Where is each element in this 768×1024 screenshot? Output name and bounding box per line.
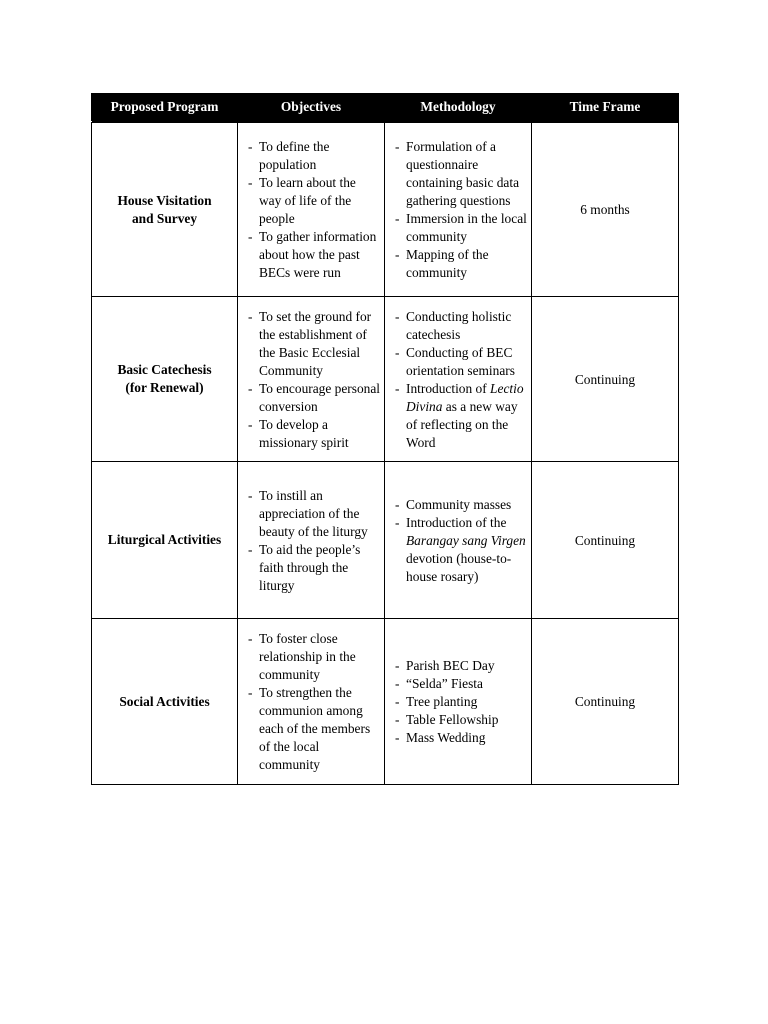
objectives-list: [242, 138, 380, 282]
methodology-text: Introduction of: [406, 380, 491, 396]
table-row: [92, 619, 679, 785]
objectives-list: [242, 487, 380, 595]
table-header: [92, 94, 679, 122]
methodology-text: devotion (house-to-house rosary): [406, 550, 512, 584]
methodology-italic-text: Barangay sang Virgen: [406, 532, 526, 548]
objective-item: - To instill an appreciation of the beauty of the liturgy: [248, 487, 380, 541]
time-frame-cell: Continuing: [532, 462, 679, 619]
objective-item: - To encourage personal conversion: [248, 380, 380, 416]
program-name-line: Basic Catechesis: [117, 362, 212, 377]
methodology-item: - Parish BEC Day: [395, 657, 527, 675]
methodology-cell: [385, 122, 532, 297]
methodology-item: - Conducting holistic catechesis: [395, 308, 527, 344]
methodology-cell: [385, 619, 532, 785]
table-row: [92, 462, 679, 619]
methodology-item: - Mass Wedding: [395, 729, 527, 747]
methodology-item: [395, 380, 527, 452]
methodology-list: [389, 138, 527, 282]
time-frame-cell: Continuing: [532, 297, 679, 462]
table-body: [92, 122, 679, 785]
objectives-cell: [238, 122, 385, 297]
header-row: [92, 94, 679, 122]
objective-item: - To set the ground for the establishment of the Basic Ecclesial Community: [248, 308, 380, 380]
objective-item: - To gather information about how the past BECs were run: [248, 228, 380, 282]
methodology-text: as a new way of reflecting on the Word: [406, 398, 518, 450]
objective-item: - To learn about the way of life of the people: [248, 174, 380, 228]
methodology-text: Introduction of the: [406, 514, 507, 530]
methodology-cell: [385, 297, 532, 462]
program-name-line: Liturgical Activities: [107, 532, 222, 547]
objectives-cell: [238, 462, 385, 619]
methodology-italic-text: Lectio Divina: [406, 380, 524, 414]
program-table: [91, 93, 679, 785]
objective-item: - To foster close relationship in the community: [248, 630, 380, 684]
program-name-line: (for Renewal): [125, 380, 204, 395]
methodology-item: - Conducting of BEC orientation seminars: [395, 344, 527, 380]
methodology-cell: [385, 462, 532, 619]
methodology-item: - Community masses: [395, 496, 527, 514]
program-cell: [92, 462, 238, 619]
objectives-list: [242, 630, 380, 774]
methodology-item: - Immersion in the local community: [395, 210, 527, 246]
methodology-item: - Mapping of the community: [395, 246, 527, 282]
program-cell: [92, 122, 238, 297]
objectives-cell: [238, 297, 385, 462]
methodology-item: - Table Fellowship: [395, 711, 527, 729]
methodology-list: [389, 308, 527, 452]
objectives-cell: [238, 619, 385, 785]
time-frame-cell: 6 months: [532, 122, 679, 297]
methodology-item: - Formulation of a questionnaire containing basic data gathering questions: [395, 138, 527, 210]
program-cell: [92, 619, 238, 785]
header-time-frame: Time Frame: [532, 94, 679, 122]
methodology-list: [389, 496, 527, 586]
objective-item: - To develop a missionary spirit: [248, 416, 380, 452]
methodology-item: [395, 514, 527, 586]
header-proposed-program: Proposed Program: [92, 94, 238, 122]
table-row: [92, 122, 679, 297]
program-name-line: House Visitation: [117, 192, 212, 208]
methodology-item: - Tree planting: [395, 693, 527, 711]
program-name-line: and Survey: [131, 210, 198, 226]
time-frame-cell: Continuing: [532, 619, 679, 785]
program-cell: [92, 297, 238, 462]
methodology-list: [389, 657, 527, 747]
objective-item: - To strengthen the communion among each of the members of the local community: [248, 684, 380, 774]
objectives-list: [242, 308, 380, 452]
header-objectives: Objectives: [238, 94, 385, 122]
methodology-item: - “Selda” Fiesta: [395, 675, 527, 693]
objective-item: - To define the population: [248, 138, 380, 174]
table-row: [92, 297, 679, 462]
objective-item: - To aid the people’s faith through the liturgy: [248, 541, 380, 595]
header-methodology: Methodology: [385, 94, 532, 122]
program-name-line: Social Activities: [119, 693, 210, 709]
